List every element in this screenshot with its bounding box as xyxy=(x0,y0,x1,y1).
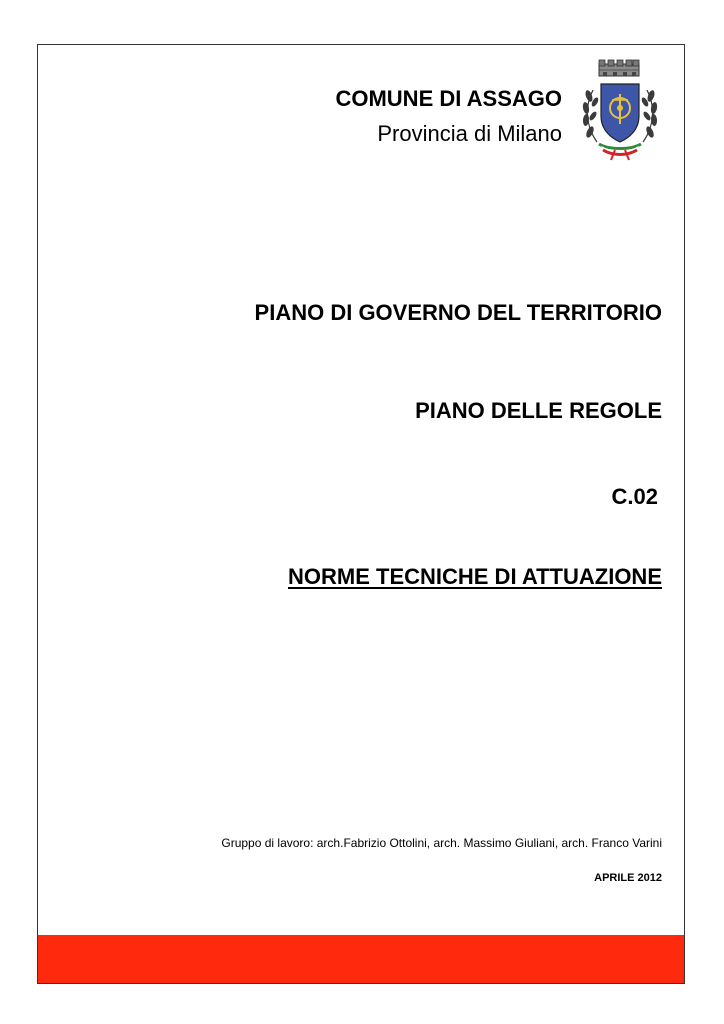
work-team-credits: Gruppo di lavoro: arch.Fabrizio Ottolini, arch. Massimo Giuliani, arch. Franco Varini xyxy=(221,836,662,850)
province-name: Provincia di Milano xyxy=(377,121,562,146)
ribbon-icon xyxy=(599,144,641,160)
publication-date: APRILE 2012 xyxy=(594,872,662,884)
document-code: C.02 xyxy=(611,484,658,509)
right-branch-icon xyxy=(640,89,658,142)
shield-icon xyxy=(601,84,639,142)
document-subject: NORME TECNICHE DI ATTUAZIONE xyxy=(288,564,662,589)
municipal-crest-icon xyxy=(575,50,665,162)
section-title: PIANO DELLE REGOLE xyxy=(415,398,662,423)
crown-icon xyxy=(599,60,639,76)
left-branch-icon xyxy=(582,89,600,142)
municipality-name: COMUNE DI ASSAGO xyxy=(335,86,562,111)
plan-title: PIANO DI GOVERNO DEL TERRITORIO xyxy=(254,300,662,325)
footer-red-band xyxy=(37,935,685,984)
header-block xyxy=(335,86,562,148)
